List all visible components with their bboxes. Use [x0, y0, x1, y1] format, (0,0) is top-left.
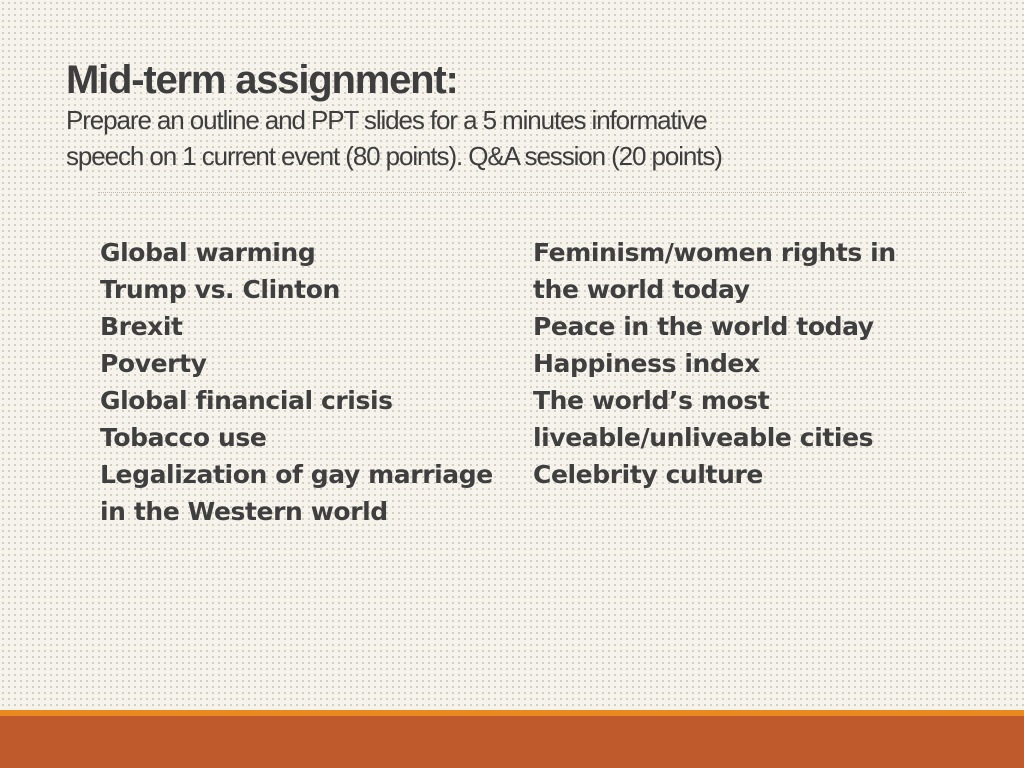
- list-item: Trump vs. Clinton: [100, 275, 340, 304]
- title-block: [66, 56, 966, 174]
- list-item: Peace in the world today: [533, 312, 874, 341]
- list-item: Poverty: [100, 349, 207, 378]
- footer-bar: [0, 716, 1024, 768]
- topic-list-left: [100, 234, 520, 530]
- slide-title: Mid-term assignment:: [66, 58, 458, 102]
- list-item: the world today: [533, 275, 750, 304]
- list-item: Feminism/women rights in: [533, 238, 896, 267]
- list-item: liveable/unliveable cities: [533, 423, 874, 452]
- slide-subtitle: [66, 102, 966, 174]
- list-item: Global financial crisis: [100, 386, 393, 415]
- list-item: The world’s most: [533, 386, 770, 415]
- list-item: Happiness index: [533, 349, 760, 378]
- list-item: Brexit: [100, 312, 183, 341]
- list-item: in the Western world: [100, 497, 388, 526]
- list-item: Global warming: [100, 238, 316, 267]
- list-item: Tobacco use: [100, 423, 267, 452]
- subtitle-line: Prepare an outline and PPT slides for a 5 minutes informative: [66, 105, 707, 135]
- list-item: Celebrity culture: [533, 460, 763, 489]
- title-divider: [98, 192, 966, 193]
- topic-list-right: [533, 234, 953, 493]
- subtitle-line: speech on 1 current event (80 points). Q&A session (20 points): [66, 141, 722, 171]
- list-item: Legalization of gay marriage: [100, 460, 493, 489]
